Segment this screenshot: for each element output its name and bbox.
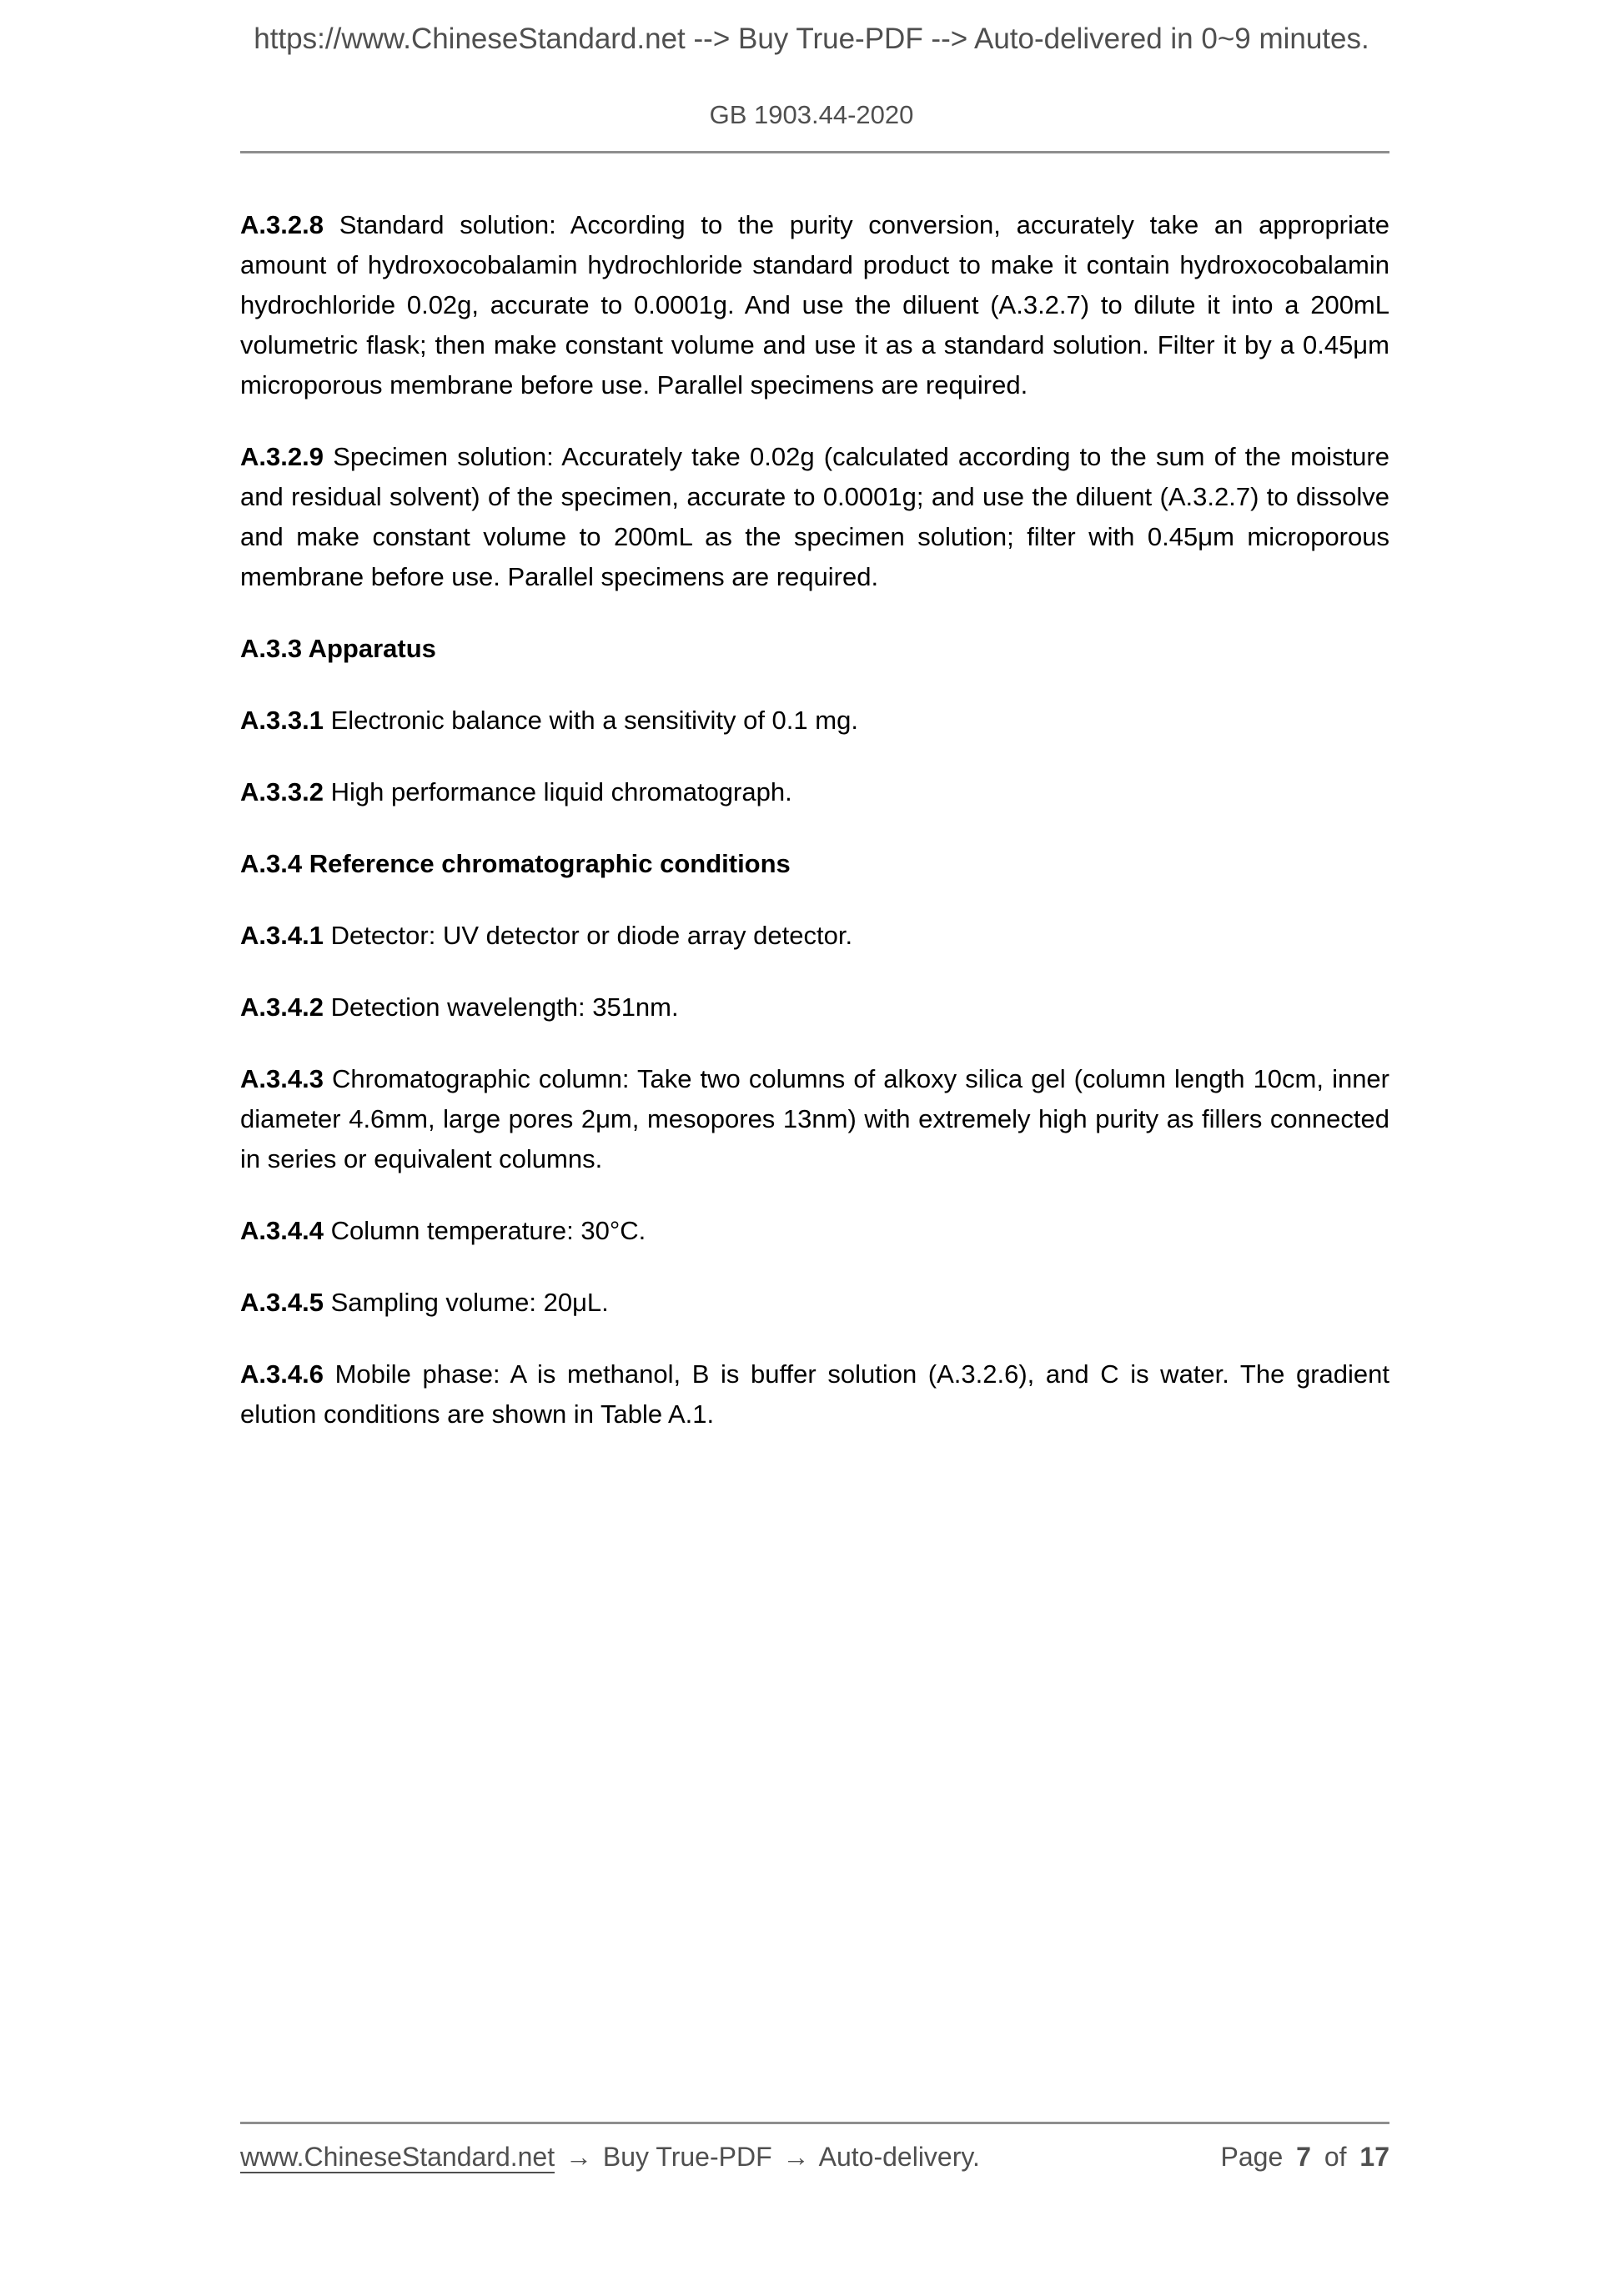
clause-a-3-3-1: [240, 701, 1389, 741]
clause-number: A.3.4.3: [240, 1064, 324, 1093]
clause-number: A.3.4.4: [240, 1216, 324, 1245]
clause-text: Specimen solution: Accurately take 0.02g (calculated according to the sum of the moisture and residual solvent) of the specimen, accurate to 0.0001g; and use the diluent (A.3.2.7) to dissolve and make constant volume to 200mL as the specimen solution; filter with 0.45μm microporous membrane before use. Parallel specimens are required.: [240, 442, 1389, 591]
clause-number: A.3.3: [240, 634, 303, 663]
footer-delivery-label: Auto-delivery.: [818, 2142, 980, 2172]
clause-number: A.3.4.6: [240, 1359, 324, 1389]
clause-a-3-4-4: [240, 1211, 1389, 1251]
clause-text: Apparatus: [308, 634, 436, 663]
clause-a-3-3-2: [240, 772, 1389, 812]
right-arrow-icon: →: [782, 2142, 810, 2172]
clause-number: A.3.4.2: [240, 992, 324, 1022]
clause-a-3-4-3: [240, 1059, 1389, 1179]
section-heading-a-3-4: [240, 844, 1389, 884]
clause-text: Column temperature: 30°C.: [330, 1216, 646, 1245]
page-indicator: [1221, 2137, 1389, 2177]
footer-buy-label: Buy True-PDF: [602, 2142, 772, 2172]
clause-a-3-2-8: [240, 205, 1389, 405]
clause-text: Reference chromatographic conditions: [309, 849, 791, 878]
clause-text: Electronic balance with a sensitivity of 0.1 mg.: [330, 706, 858, 735]
clause-a-3-4-6: [240, 1354, 1389, 1434]
footer-promo: [240, 2137, 980, 2177]
clause-text: Detection wavelength: 351nm.: [330, 992, 679, 1022]
clause-a-3-2-9: [240, 437, 1389, 597]
right-arrow-icon: →: [565, 2142, 592, 2172]
page-footer: [240, 2137, 1389, 2177]
footer-divider: [240, 2122, 1389, 2124]
clause-number: A.3.4: [240, 849, 303, 878]
clause-number: A.3.3.1: [240, 706, 324, 735]
clause-number: A.3.3.2: [240, 777, 324, 806]
header-divider: [240, 151, 1389, 153]
document-body: [240, 205, 1389, 1466]
clause-text: Mobile phase: A is methanol, B is buffer solution (A.3.2.6), and C is water. The gradient elution conditions are shown in Table A.1.: [240, 1359, 1389, 1429]
header-doc-code: GB 1903.44-2020: [709, 100, 914, 129]
clause-a-3-4-2: [240, 987, 1389, 1027]
clause-a-3-4-1: [240, 916, 1389, 956]
clause-number: A.3.4.1: [240, 921, 324, 950]
clause-text: Detector: UV detector or diode array detector.: [330, 921, 853, 950]
of-word: of: [1324, 2142, 1347, 2172]
page-word: Page: [1220, 2142, 1284, 2172]
clause-text: Sampling volume: 20μL.: [330, 1288, 609, 1317]
clause-text: Standard solution: According to the purity conversion, accurately take an appropriate amount of hydroxocobalamin hydrochloride standard product to make it contain hydroxocobalamin hydrochloride 0.02g, accurate to 0.0001g. And use the diluent (A.3.2.7) to dilute it into a 200mL volumetric flask; then make constant volume and use it as a standard solution. Filter it by a 0.45μm microporous membrane before use. Parallel specimens are required.: [240, 210, 1389, 399]
page-total: 17: [1359, 2142, 1389, 2172]
clause-a-3-4-5: [240, 1283, 1389, 1323]
clause-text: High performance liquid chromatograph.: [330, 777, 792, 806]
site-link[interactable]: www.ChineseStandard.net: [240, 2142, 555, 2172]
page-number: 7: [1296, 2142, 1311, 2172]
clause-text: Chromatographic column: Take two columns of alkoxy silica gel (column length 10cm, inner diameter 4.6mm, large pores 2μm, mesopores 13nm) with extremely high purity as fillers connected in series or equivalent columns.: [240, 1064, 1389, 1173]
clause-number: A.3.2.8: [240, 210, 324, 239]
clause-number: A.3.2.9: [240, 442, 324, 471]
section-heading-a-3-3: [240, 629, 1389, 669]
header-note: https://www.ChineseStandard.net --> Buy True-PDF --> Auto-delivered in 0~9 minutes.: [254, 23, 1369, 55]
clause-number: A.3.4.5: [240, 1288, 324, 1317]
